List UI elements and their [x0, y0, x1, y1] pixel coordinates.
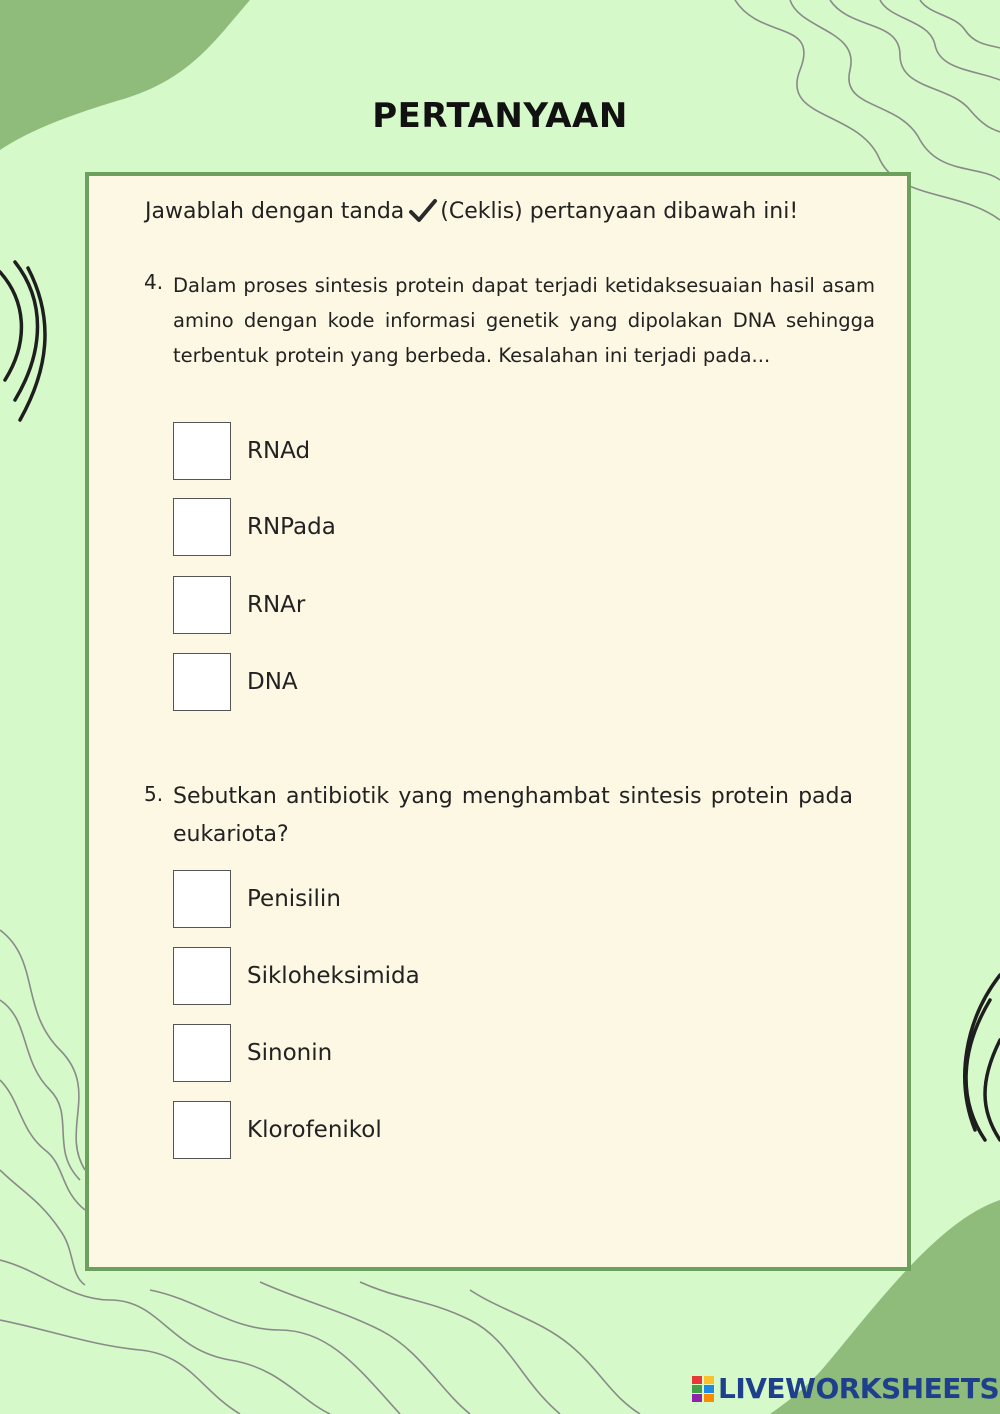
option-label: Sinonin — [247, 1040, 333, 1066]
question-text: Dalam proses sintesis protein dapat terjadi ketidaksesuaian hasil asam amino dengan kode informasi genetik yang dipolakan DNA sehingga terbentuk protein yang berbeda. Kesalahan ini terjadi pada... — [173, 274, 875, 367]
left-edge-strokes — [0, 262, 45, 420]
answer-checkbox[interactable] — [173, 422, 231, 480]
question-text: Sebutkan antibiotik yang menghambat sintesis protein pada eukariota? — [173, 784, 853, 847]
answer-checkbox[interactable] — [173, 653, 231, 711]
option-label: RNPada — [247, 514, 336, 540]
option-item[interactable] — [173, 576, 305, 634]
option-label: RNAd — [247, 438, 311, 464]
answer-checkbox[interactable] — [173, 498, 231, 556]
right-edge-strokes — [965, 975, 1000, 1140]
question-number: 4. — [144, 270, 164, 294]
page-title: PERTANYAAN — [372, 96, 628, 136]
option-label: Penisilin — [247, 886, 341, 912]
question-panel — [85, 172, 911, 1271]
option-item[interactable] — [173, 870, 341, 928]
option-item[interactable] — [173, 947, 420, 1005]
logo-text: LIVEWORKSHEETS — [718, 1372, 1000, 1405]
liveworksheets-logo — [692, 1372, 999, 1405]
question-number: 5. — [144, 782, 164, 806]
option-label: Sikloheksimida — [247, 963, 420, 989]
option-item[interactable] — [173, 422, 310, 480]
checkmark-icon — [408, 198, 438, 224]
instruction-line — [145, 198, 798, 224]
option-item[interactable] — [173, 1101, 382, 1159]
option-label: Klorofenikol — [247, 1117, 382, 1143]
answer-checkbox[interactable] — [173, 1101, 231, 1159]
answer-checkbox[interactable] — [173, 870, 231, 928]
instruction-text-after: (Ceklis) pertanyaan dibawah ini! — [440, 198, 799, 224]
option-item[interactable] — [173, 1024, 332, 1082]
logo-mark-icon — [692, 1376, 714, 1402]
answer-checkbox[interactable] — [173, 1024, 231, 1082]
option-label: DNA — [247, 669, 298, 695]
instruction-text-before: Jawablah dengan tanda — [145, 198, 405, 224]
option-label: RNAr — [247, 592, 306, 618]
option-item[interactable] — [173, 498, 336, 556]
option-item[interactable] — [173, 653, 298, 711]
answer-checkbox[interactable] — [173, 576, 231, 634]
answer-checkbox[interactable] — [173, 947, 231, 1005]
